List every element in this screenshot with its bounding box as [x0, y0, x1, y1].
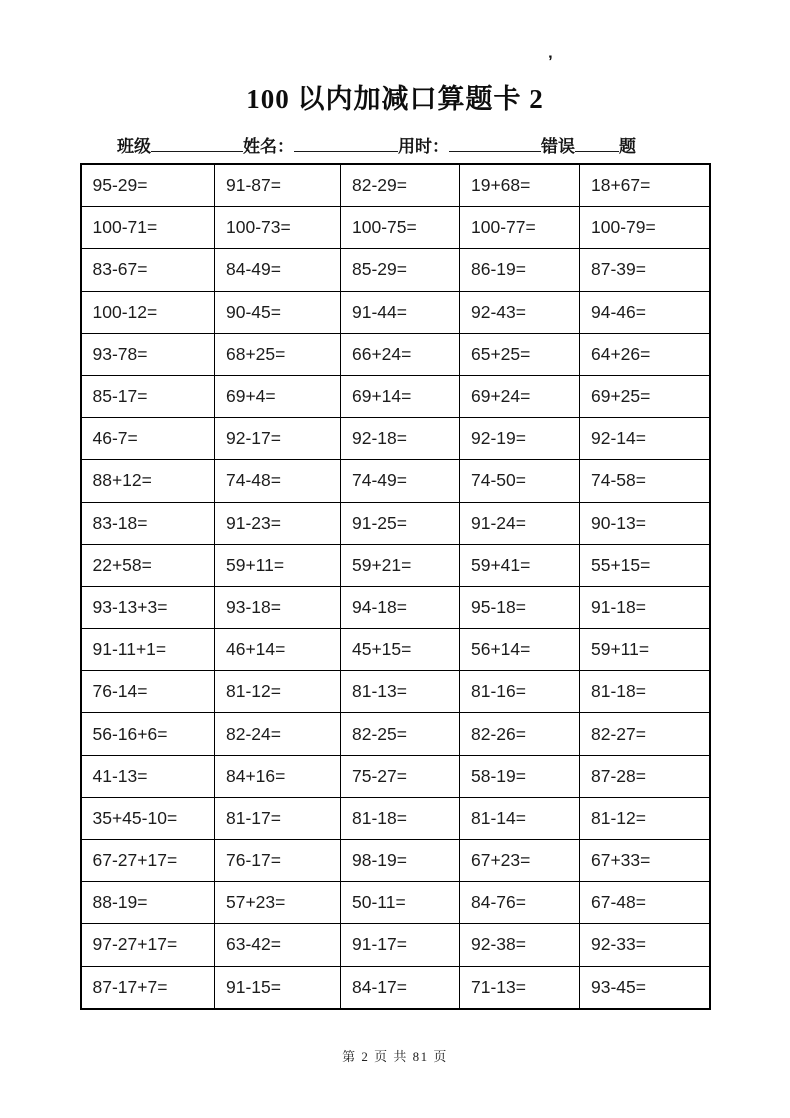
problem-cell: 91-15=	[215, 966, 341, 1009]
problem-cell: 92-17=	[215, 418, 341, 460]
problem-cell: 81-13=	[341, 671, 460, 713]
table-row	[81, 418, 710, 460]
table-row	[81, 460, 710, 502]
table-row	[81, 797, 710, 839]
problem-cell: 100-71=	[81, 207, 215, 249]
table-row	[81, 544, 710, 586]
problem-cell: 69+25=	[580, 375, 710, 417]
student-info-line	[117, 134, 673, 158]
problem-cell: 19+68=	[460, 164, 580, 207]
problem-cell: 90-13=	[580, 502, 710, 544]
problem-cell: 81-18=	[341, 797, 460, 839]
problem-cell: 69+14=	[341, 375, 460, 417]
problem-cell: 18+67=	[580, 164, 710, 207]
problem-cell: 50-11=	[341, 882, 460, 924]
errors-suffix-label: 题	[619, 137, 636, 156]
problem-cell: 91-24=	[460, 502, 580, 544]
problem-cell: 74-58=	[580, 460, 710, 502]
problem-cell: 74-49=	[341, 460, 460, 502]
problem-cell: 65+25=	[460, 333, 580, 375]
problem-cell: 93-13+3=	[81, 586, 215, 628]
table-row	[81, 924, 710, 966]
problem-cell: 56-16+6=	[81, 713, 215, 755]
problem-cell: 64+26=	[580, 333, 710, 375]
problem-cell: 76-14=	[81, 671, 215, 713]
problem-cell: 91-87=	[215, 164, 341, 207]
problem-cell: 59+11=	[580, 629, 710, 671]
problem-cell: 58-19=	[460, 755, 580, 797]
table-row	[81, 207, 710, 249]
problem-cell: 92-43=	[460, 291, 580, 333]
table-row	[81, 586, 710, 628]
problem-cell: 46+14=	[215, 629, 341, 671]
class-blank-line	[151, 134, 243, 152]
errors-label: 错误	[541, 137, 575, 156]
problem-cell: 93-45=	[580, 966, 710, 1009]
problem-cell: 74-48=	[215, 460, 341, 502]
problem-cell: 84-49=	[215, 249, 341, 291]
problem-cell: 87-17+7=	[81, 966, 215, 1009]
problem-cell: 100-73=	[215, 207, 341, 249]
problem-cell: 87-28=	[580, 755, 710, 797]
table-row	[81, 291, 710, 333]
problem-cell: 92-14=	[580, 418, 710, 460]
problem-cell: 67+23=	[460, 840, 580, 882]
problem-cell: 59+41=	[460, 544, 580, 586]
problem-cell: 55+15=	[580, 544, 710, 586]
problem-cell: 93-18=	[215, 586, 341, 628]
problem-cell: 91-17=	[341, 924, 460, 966]
problem-cell: 81-12=	[580, 797, 710, 839]
problem-cell: 46-7=	[81, 418, 215, 460]
problem-cell: 82-24=	[215, 713, 341, 755]
table-row	[81, 333, 710, 375]
problem-cell: 91-44=	[341, 291, 460, 333]
problem-cell: 91-23=	[215, 502, 341, 544]
problem-cell: 92-38=	[460, 924, 580, 966]
problem-cell: 56+14=	[460, 629, 580, 671]
table-row	[81, 164, 710, 207]
problem-cell: 86-19=	[460, 249, 580, 291]
problem-cell: 91-18=	[580, 586, 710, 628]
table-row	[81, 375, 710, 417]
problem-cell: 83-18=	[81, 502, 215, 544]
page-number-footer: 第 2 页 共 81 页	[342, 1048, 448, 1064]
problem-cell: 71-13=	[460, 966, 580, 1009]
problem-cell: 84+16=	[215, 755, 341, 797]
problem-cell: 81-14=	[460, 797, 580, 839]
table-row	[81, 249, 710, 291]
problem-cell: 67+33=	[580, 840, 710, 882]
problem-cell: 88-19=	[81, 882, 215, 924]
problem-cell: 95-29=	[81, 164, 215, 207]
table-row	[81, 840, 710, 882]
problem-cell: 92-33=	[580, 924, 710, 966]
problem-cell: 84-17=	[341, 966, 460, 1009]
name-blank-line	[294, 134, 398, 152]
problem-cell: 63-42=	[215, 924, 341, 966]
problem-cell: 83-67=	[81, 249, 215, 291]
table-row	[81, 882, 710, 924]
problem-cell: 67-48=	[580, 882, 710, 924]
problem-cell: 81-17=	[215, 797, 341, 839]
problems-table	[80, 163, 711, 1010]
problem-cell: 92-18=	[341, 418, 460, 460]
problem-cell: 85-17=	[81, 375, 215, 417]
problem-cell: 67-27+17=	[81, 840, 215, 882]
problem-cell: 82-26=	[460, 713, 580, 755]
problem-cell: 41-13=	[81, 755, 215, 797]
problem-cell: 59+11=	[215, 544, 341, 586]
problem-cell: 76-17=	[215, 840, 341, 882]
problem-cell: 94-46=	[580, 291, 710, 333]
problem-cell: 100-12=	[81, 291, 215, 333]
problem-cell: 82-27=	[580, 713, 710, 755]
stray-comma-mark: ’	[548, 52, 553, 71]
problem-cell: 100-75=	[341, 207, 460, 249]
time-label: 用时：	[398, 137, 449, 156]
name-label: 姓名：	[243, 137, 294, 156]
problem-cell: 91-25=	[341, 502, 460, 544]
page-title: 100 以内加减口算题卡 2	[246, 84, 544, 114]
problem-cell: 75-27=	[341, 755, 460, 797]
problem-cell: 45+15=	[341, 629, 460, 671]
table-row	[81, 502, 710, 544]
problem-cell: 81-18=	[580, 671, 710, 713]
problem-cell: 84-76=	[460, 882, 580, 924]
problem-cell: 93-78=	[81, 333, 215, 375]
table-row	[81, 629, 710, 671]
problem-cell: 66+24=	[341, 333, 460, 375]
problem-cell: 97-27+17=	[81, 924, 215, 966]
problem-cell: 35+45-10=	[81, 797, 215, 839]
problem-cell: 74-50=	[460, 460, 580, 502]
table-row	[81, 755, 710, 797]
time-blank-line	[449, 134, 541, 152]
problem-cell: 57+23=	[215, 882, 341, 924]
problem-cell: 94-18=	[341, 586, 460, 628]
problem-cell: 82-29=	[341, 164, 460, 207]
problem-cell: 81-12=	[215, 671, 341, 713]
table-row	[81, 713, 710, 755]
problem-cell: 88+12=	[81, 460, 215, 502]
problem-cell: 69+4=	[215, 375, 341, 417]
problem-cell: 100-79=	[580, 207, 710, 249]
problem-cell: 85-29=	[341, 249, 460, 291]
errors-blank-line	[575, 134, 619, 152]
problem-cell: 22+58=	[81, 544, 215, 586]
problem-cell: 59+21=	[341, 544, 460, 586]
problem-cell: 69+24=	[460, 375, 580, 417]
table-row	[81, 966, 710, 1009]
problem-cell: 92-19=	[460, 418, 580, 460]
problem-cell: 90-45=	[215, 291, 341, 333]
problem-cell: 98-19=	[341, 840, 460, 882]
table-row	[81, 671, 710, 713]
problem-cell: 95-18=	[460, 586, 580, 628]
problem-cell: 68+25=	[215, 333, 341, 375]
problem-cell: 81-16=	[460, 671, 580, 713]
class-label: 班级	[117, 137, 151, 156]
problem-cell: 91-11+1=	[81, 629, 215, 671]
problem-cell: 82-25=	[341, 713, 460, 755]
problem-cell: 87-39=	[580, 249, 710, 291]
problem-cell: 100-77=	[460, 207, 580, 249]
